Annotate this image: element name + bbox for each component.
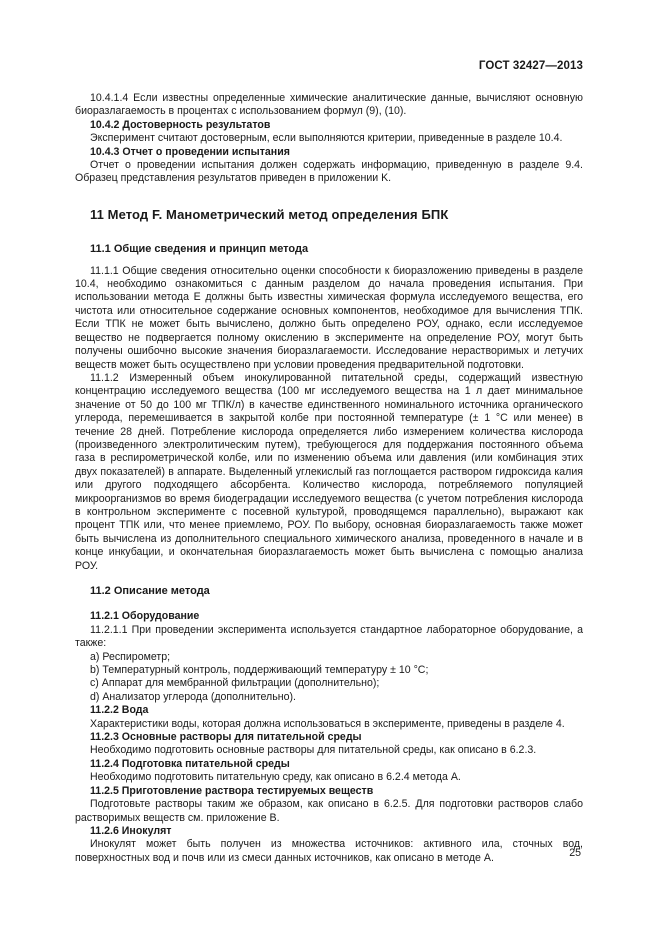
spacer	[75, 573, 583, 585]
subsection-heading: 10.4.3 Отчет о проведении испытания	[90, 145, 290, 158]
standard-number: ГОСТ 32427—2013	[478, 60, 583, 72]
spacer	[75, 598, 583, 610]
subsection-heading: 11.2.3 Основные растворы для питательной среды	[90, 731, 362, 744]
paragraph: 11.1.1 Общие сведения относительно оценки способности к биоразложению приведены в разделе 10.4, необходимо ознакомиться с данным разделом до начала проведения испытания. При использовании метода Е должны быть известны химическая формула исследуемого вещества, его чистота или относительное содержание основных компонентов, необходимое для вычисления ТПК. Если ТПК не может быть вычислено, должно быть определено РОУ, однако, если исследуемое вещество не подвергается полному окислению в эксперименте на определение РОУ, могут быть получены ошибочно высокие значения биоразлагаемости. Исследование нерастворимых и летучих веществ может быть осуществлено при условии проведения предварительной подготовки.	[75, 264, 583, 371]
paragraph: 10.4.1.4 Если известны определенные химические аналитические данные, вычисляют основную биоразлагаемость в процентах с использованием формул (9), (10).	[75, 92, 583, 118]
paragraph: 11.2.1.1 При проведении эксперимента используется стандартное лабораторное оборудование, а также:	[75, 623, 583, 650]
section-heading: 11.2 Описание метода	[90, 585, 210, 597]
subsection-heading: 11.2.4 Подготовка питательной среды	[90, 757, 290, 770]
list-item: c) Аппарат для мембранной фильтрации (дополнительно);	[90, 677, 380, 690]
section-heading: 11.1 Общие сведения и принцип метода	[90, 243, 309, 256]
subsection-heading: 10.4.2 Достоверность результатов	[90, 118, 271, 131]
list-item: b) Температурный контроль, поддерживающий температуру ± 10 °С;	[90, 664, 429, 677]
paragraph: Необходимо подготовить питательную среду, как описано в 6.2.4 метода А.	[90, 771, 461, 784]
subsection-heading: 11.2.5 Приготовление раствора тестируемых веществ	[90, 784, 374, 797]
spacer	[75, 186, 583, 208]
paragraph: Эксперимент считают достоверным, если выполняются критерии, приведенные в разделе 10.4.	[90, 132, 563, 145]
paragraph: Характеристики воды, которая должна использоваться в эксперименте, приведены в разделе 4.	[90, 717, 565, 730]
list-item: d) Анализатор углерода (дополнительно).	[90, 690, 296, 703]
page-content	[75, 92, 583, 865]
spacer	[75, 257, 583, 265]
paragraph: Необходимо подготовить основные растворы для питательной среды, как описано в 6.2.3.	[90, 744, 537, 757]
page-number: 25	[569, 847, 581, 859]
subsection-heading: 11.2.1 Оборудование	[90, 610, 200, 623]
paragraph: 11.1.2 Измеренный объем инокулированной питательной среды, содержащий известную концентрацию исследуемого вещества (100 мг исследуемого вещества на 1 л дает минимальное значение от 50 до 100 мг ТПК/л) в качестве единственного номинального источника органического углерода, перемешивается в закрытой колбе при постоянной температуре (± 1 °С или менее) в течение 28 дней. Потребление кислорода определяется либо измерением количества кислорода (произведенного электролитическим путем), требующегося для поддержания постоянного объема газа в респирометрической колбе, или по изменению объема или давления (или комбинация этих двух показателей) в аппарате. Выделенный углекислый газ поглощается раствором гидроксида калия или другого подходящего абсорбента. Количество кислорода, потребляемого популяцией микроорганизмов во время биодеградации исследуемого вещества (с учетом потребления кислорода в контрольном эксперименте с посевной культурой, проводящемся параллельно), выражают как процент ТПК или, что менее приемлемо, РОУ. По выбору, основная биоразлагаемость также может быть вычислена из дополнительного специального химического анализа, проведенного в начале и в конце инкубации, и окончательная биоразлагаемость может быть вычислена с помощью анализа РОУ.	[75, 371, 583, 572]
paragraph: Подготовьте растворы таким же образом, как описано в 6.2.5. Для подготовки растворов слабо растворимых веществ см. приложение В.	[75, 798, 583, 824]
list-item: a) Респирометр;	[90, 650, 171, 663]
subsection-heading: 11.2.6 Инокулят	[90, 824, 172, 837]
paragraph: Отчет о проведении испытания должен содержать информацию, приведенную в разделе 9.4. Образец представления результатов приведен в приложении K.	[75, 159, 583, 185]
subsection-heading: 11.2.2 Вода	[90, 704, 149, 717]
chapter-heading: 11 Метод F. Манометрический метод определения БПК	[90, 206, 449, 222]
paragraph: Инокулят может быть получен из множества источников: активного ила, сточных вод, поверхностных вод и почв или из смеси данных источников, как описано в методе А.	[75, 838, 583, 864]
spacer	[75, 221, 583, 243]
